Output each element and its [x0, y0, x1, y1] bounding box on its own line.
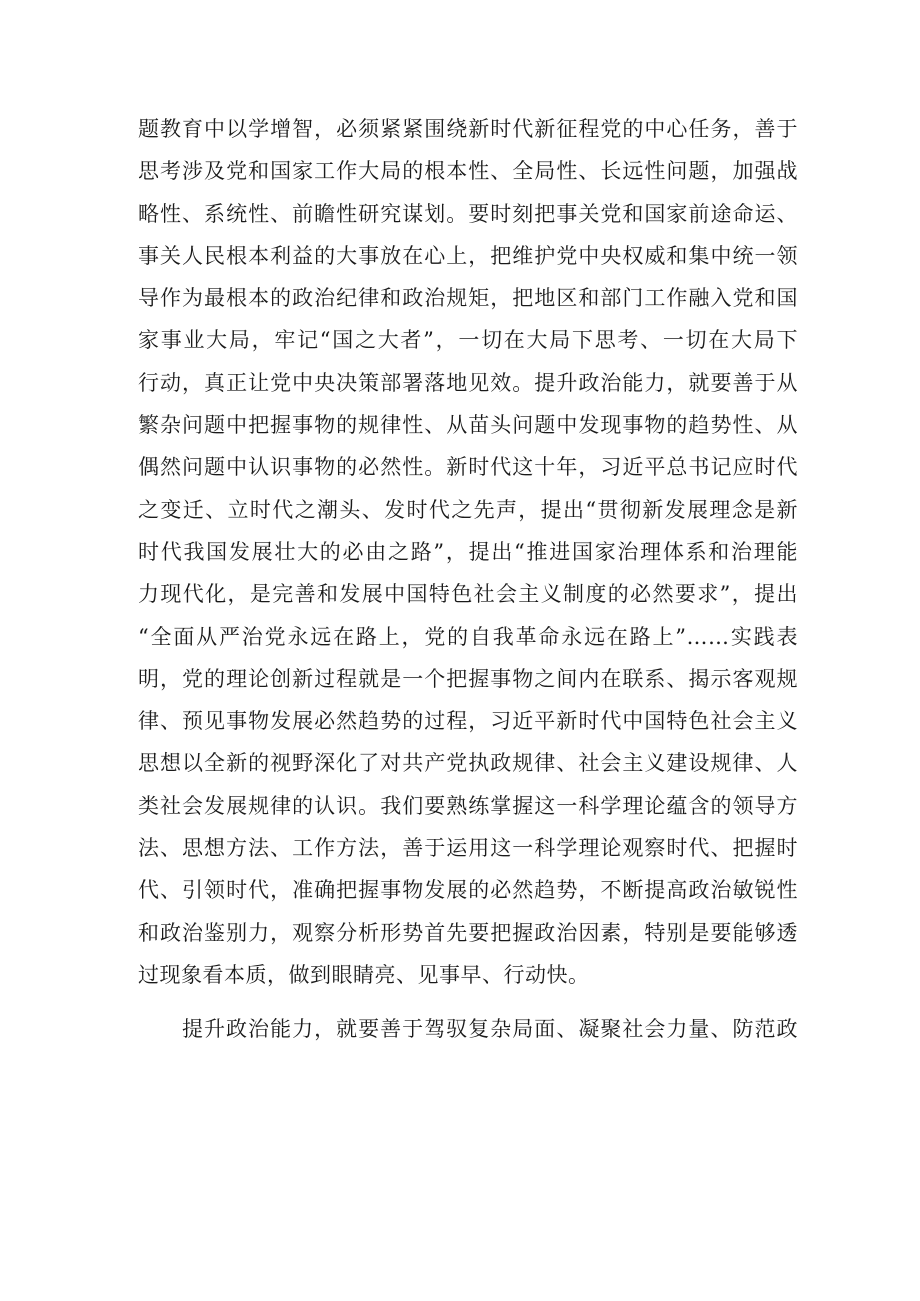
text-line: 题教育中以学增智，必须紧紧围绕新时代新征程党的中心任务，善于	[138, 117, 798, 141]
text-line: “全面从严治党永远在路上，党的自我革命永远在路上”……实践表	[138, 624, 798, 649]
text-line: 略性、系统性、前瞻性研究谋划。要时刻把事关党和国家前途命运、	[138, 201, 798, 226]
paragraph-2	[138, 1008, 798, 1050]
text-line: 事关人民根本利益的大事放在心上，把维护党中央权威和集中统一领	[138, 243, 798, 268]
text-line: 法、思想方法、工作方法，善于运用这一科学理论观察时代、把握时	[138, 836, 798, 861]
paragraph-gap	[138, 996, 798, 1008]
text-line: 律、预见事物发展必然趋势的过程，习近平新时代中国特色社会主义	[138, 709, 798, 734]
text-line: 之变迁、立时代之潮头、发时代之先声，提出“贯彻新发展理念是新	[138, 497, 798, 522]
text-line: 类社会发展规律的认识。我们要熟练掌握这一科学理论蕴含的领导方	[138, 793, 798, 818]
text-line: 偶然问题中认识事物的必然性。新时代这十年，习近平总书记应时代	[138, 455, 798, 480]
text-line: 明，党的理论创新过程就是一个把握事物之间内在联系、揭示客观规	[138, 666, 798, 691]
text-line: 时代我国发展壮大的必由之路”，提出“推进国家治理体系和治理能	[138, 539, 798, 564]
text-line: 过现象看本质，做到眼睛亮、见事早、行动快。	[138, 962, 590, 987]
text-line: 家事业大局，牢记“国之大者”，一切在大局下思考、一切在大局下	[138, 328, 798, 353]
text-line: 导作为最根本的政治纪律和政治规矩，把地区和部门工作融入党和国	[138, 286, 798, 311]
text-line: 思想以全新的视野深化了对共产党执政规律、社会主义建设规律、人	[138, 751, 798, 776]
text-line: 提升政治能力，就要善于驾驭复杂局面、凝聚社会力量、防范政	[182, 1017, 798, 1042]
text-line: 繁杂问题中把握事物的规律性、从苗头问题中发现事物的趋势性、从	[138, 413, 798, 438]
text-line: 思考涉及党和国家工作大局的根本性、全局性、长远性问题，加强战	[138, 159, 798, 184]
text-line: 行动，真正让党中央决策部署落地见效。提升政治能力，就要善于从	[138, 370, 798, 395]
text-line: 力现代化，是完善和发展中国特色社会主义制度的必然要求”，提出	[138, 582, 798, 607]
text-line: 和政治鉴别力，观察分析形势首先要把握政治因素，特别是要能够透	[138, 920, 798, 945]
paragraph-1	[138, 108, 798, 996]
text-line: 代、引领时代，准确把握事物发展的必然趋势，不断提高政治敏锐性	[138, 878, 798, 903]
body-text	[138, 108, 798, 1051]
